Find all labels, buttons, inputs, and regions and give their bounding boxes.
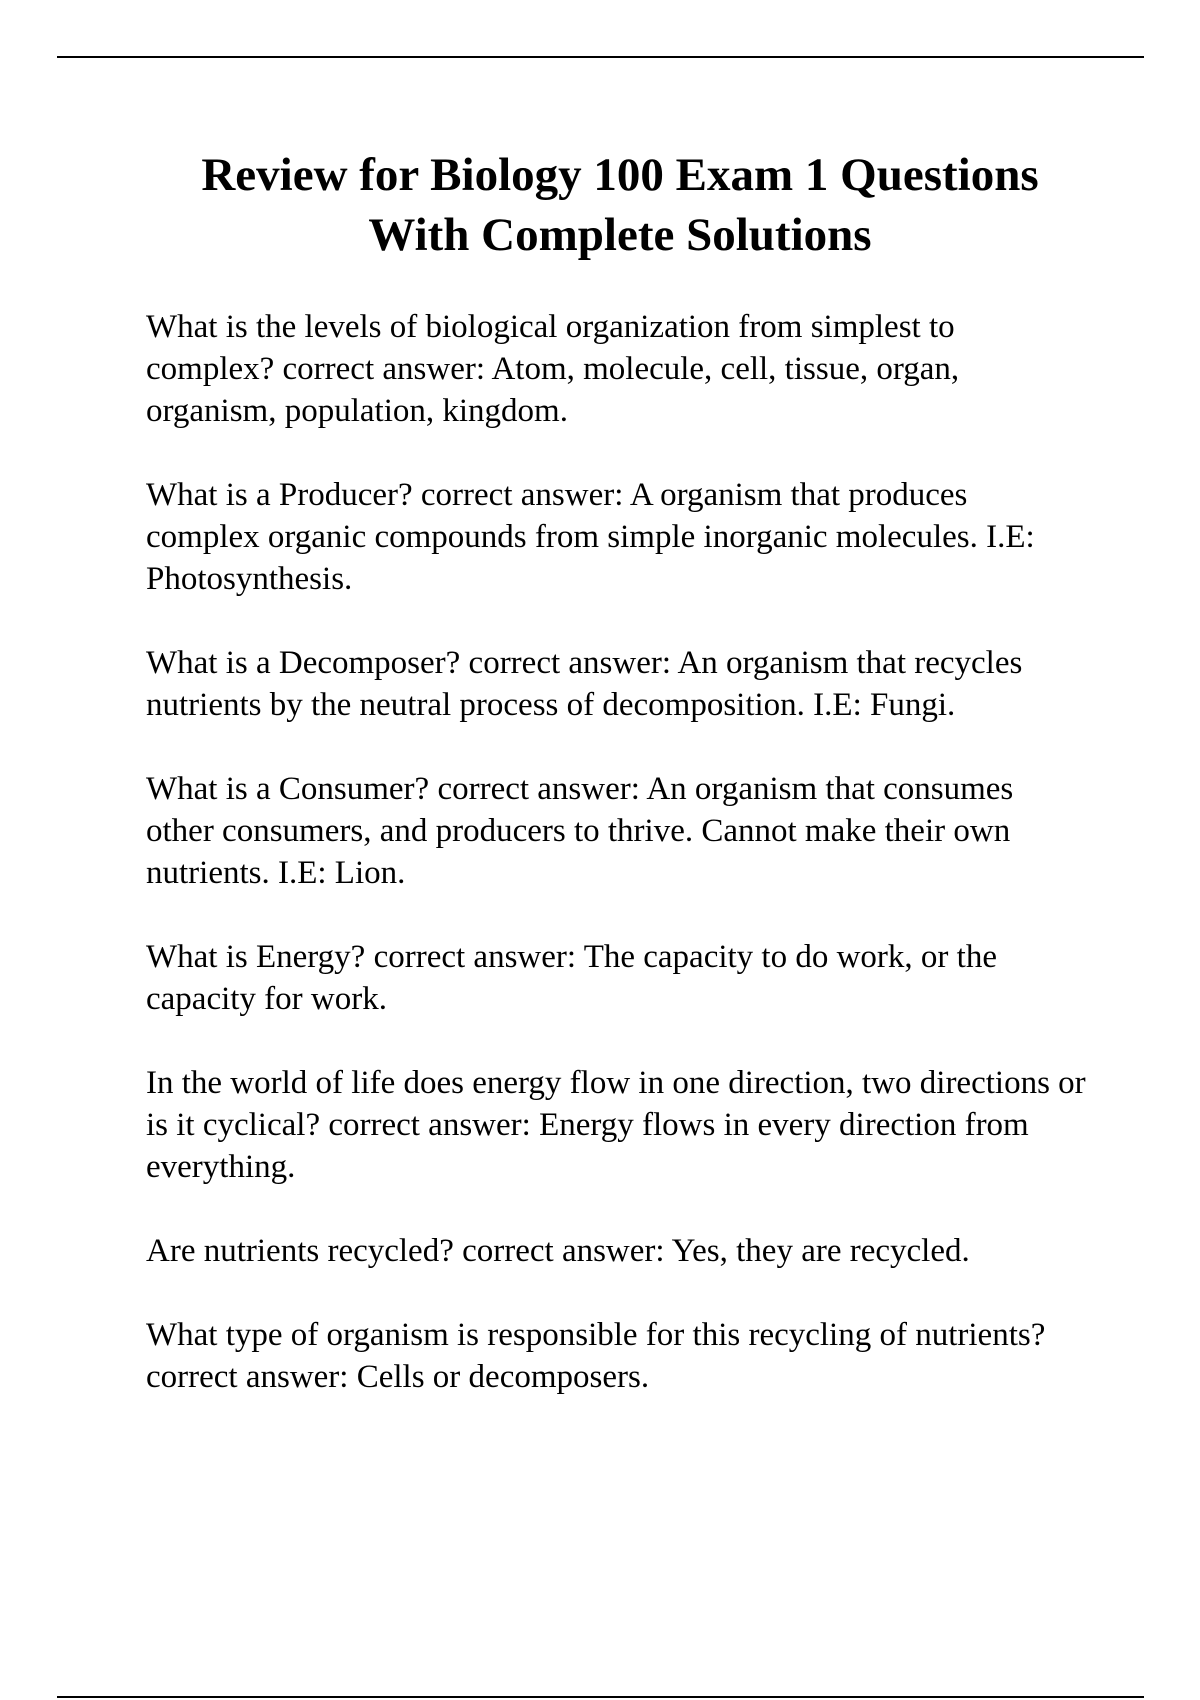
question-text: What type of organism is responsible for this recycling of nutrients? — [146, 1317, 1046, 1353]
qa-item — [146, 642, 1086, 726]
answer-text: Yes, they are recycled. — [671, 1233, 970, 1269]
answer-label: correct answer: — [468, 645, 672, 681]
qa-item — [146, 936, 1086, 1020]
qa-item — [146, 1062, 1094, 1188]
footer-rule — [57, 1696, 1144, 1698]
qa-item — [146, 768, 1086, 894]
page-title — [100, 145, 1140, 265]
qa-list — [146, 306, 1094, 1440]
answer-label: correct answer: — [373, 939, 577, 975]
answer-text: The capacity to do work, or the capacity for work. — [146, 939, 1006, 1017]
answer-text: Atom, molecule, cell, tissue, organ, organism, population, kingdom. — [146, 351, 968, 429]
answer-text: An organism that consumes other consumers, and producers to thrive. Cannot make their own nutrients. I.E: Lion. — [146, 771, 1022, 891]
question-text: What is Energy? — [146, 939, 366, 975]
answer-label: correct answer: — [420, 477, 624, 513]
question-text: What is a Decomposer? — [146, 645, 461, 681]
answer-label: correct answer: — [462, 1233, 665, 1269]
qa-item — [146, 306, 1086, 432]
question-text: Are nutrients recycled? — [146, 1233, 454, 1269]
question-text: What is the levels of biological organization from simplest to complex? — [146, 309, 963, 387]
answer-text: An organism that recycles nutrients by the neutral process of decomposition. I.E: Fungi. — [146, 645, 1031, 723]
answer-label: correct answer: — [282, 351, 485, 387]
answer-label: correct answer: — [146, 1359, 349, 1395]
qa-item — [146, 1230, 1086, 1272]
question-text: What is a Consumer? — [146, 771, 430, 807]
question-text: In the world of life does energy flow in one direction, two directions or is it cyclical? — [146, 1065, 1094, 1143]
qa-item — [146, 1314, 1086, 1398]
answer-text: A organism that produces complex organic compounds from simple inorganic molecules. I.E: Photosynthesis. — [146, 477, 1043, 597]
answer-text: Energy flows in every direction from everything. — [146, 1107, 1037, 1185]
header-rule — [57, 56, 1144, 58]
answer-label: correct answer: — [328, 1107, 531, 1143]
title-line-2: With Complete Solutions — [368, 209, 872, 261]
question-text: What is a Producer? — [146, 477, 413, 513]
title-line-1: Review for Biology 100 Exam 1 Questions — [201, 149, 1039, 201]
qa-item — [146, 474, 1086, 600]
answer-text: Cells or decomposers. — [356, 1359, 650, 1395]
answer-label: correct answer: — [437, 771, 640, 807]
